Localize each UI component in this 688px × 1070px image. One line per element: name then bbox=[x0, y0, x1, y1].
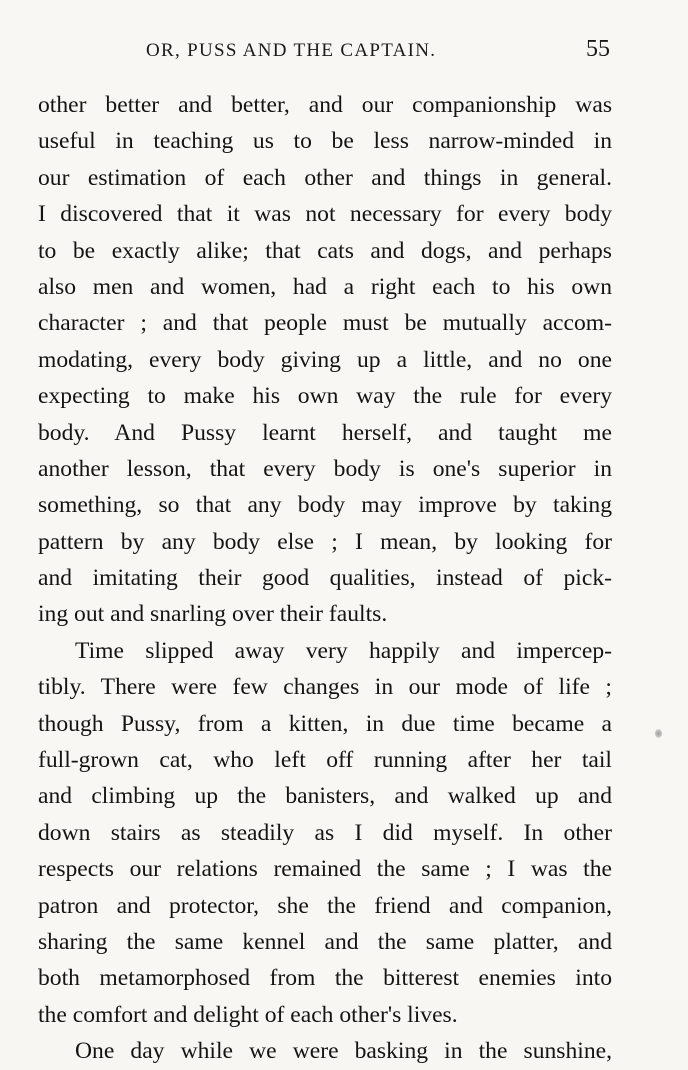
text-line: modating, every body giving up a little, and no one bbox=[38, 346, 612, 373]
text-line: and imitating their good qualities, instead of pick- bbox=[38, 565, 612, 592]
text-line: tibly. There were few changes in our mode of life ; bbox=[38, 674, 612, 701]
text-line: ing out and snarling over their faults. bbox=[38, 601, 388, 628]
text-line: another lesson, that every body is one's superior in bbox=[38, 455, 612, 482]
text-line: useful in teaching us to be less narrow-minded in bbox=[38, 128, 612, 155]
text-line: down stairs as steadily as I did myself. In other bbox=[38, 819, 612, 846]
text-line: pattern by any body else ; I mean, by looking for bbox=[38, 528, 612, 555]
text-line: and climbing up the banisters, and walked up and bbox=[38, 783, 612, 810]
text-line: character ; and that people must be mutually accom- bbox=[38, 310, 612, 337]
text-line: respects our relations remained the same ; I was the bbox=[38, 856, 612, 883]
text-line: both metamorphosed from the bitterest enemies into bbox=[38, 965, 612, 992]
paper-speck bbox=[655, 729, 662, 738]
text-line: One day while we were basking in the sunshine, bbox=[75, 1038, 612, 1065]
text-line: other better and better, and our companionship was bbox=[38, 92, 612, 118]
text-line: to be exactly alike; that cats and dogs, and perhaps bbox=[38, 237, 612, 264]
text-line: expecting to make his own way the rule for every bbox=[38, 383, 612, 410]
text-line: full-grown cat, who left off running after her tail bbox=[38, 747, 612, 774]
text-line: sharing the same kennel and the same platter, and bbox=[38, 928, 612, 955]
page-number: 55 bbox=[586, 36, 610, 62]
text-line: something, so that any body may improve by taking bbox=[38, 492, 612, 519]
body-text bbox=[38, 87, 612, 1070]
text-line: I discovered that it was not necessary for every body bbox=[38, 201, 612, 228]
text-line: patron and protector, she the friend and companion, bbox=[38, 892, 612, 919]
text-line: Time slipped away very happily and impercep- bbox=[75, 637, 612, 664]
text-line: body. And Pussy learnt herself, and taught me bbox=[38, 419, 612, 446]
text-line: though Pussy, from a kitten, in due time became a bbox=[38, 710, 612, 737]
text-line: also men and women, had a right each to his own bbox=[38, 273, 612, 300]
text-line: our estimation of each other and things in general. bbox=[38, 164, 612, 191]
text-line: the comfort and delight of each other's lives. bbox=[38, 1001, 458, 1028]
running-title: OR, PUSS AND THE CAPTAIN. bbox=[146, 40, 437, 61]
